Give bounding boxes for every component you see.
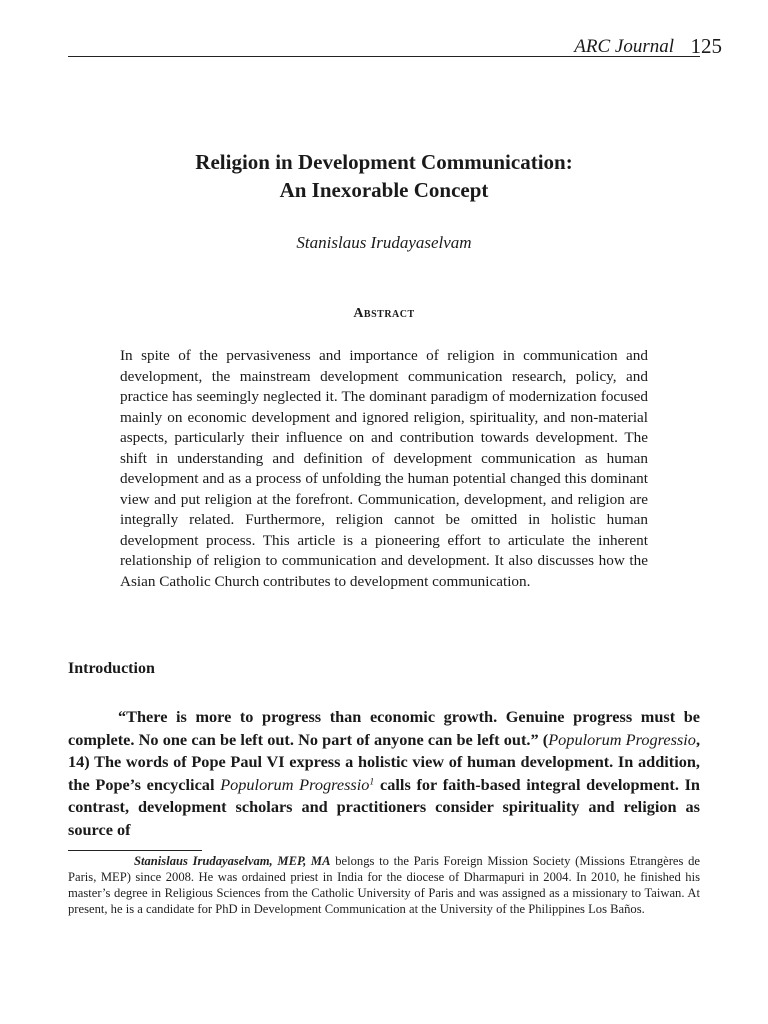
article-title-line-2: An Inexorable Concept <box>279 178 489 202</box>
intro-closing: calls for faith-based integral development. In contrast, development scholars and practitioners consider spirituality and religion as source of <box>68 774 700 839</box>
journal-name: ARC Journal <box>574 36 674 57</box>
footnote-author: Stanislaus Irudayaselvam, MEP, MA <box>134 854 331 868</box>
intro-cite-title: Populorum Progressio <box>548 729 696 749</box>
abstract-heading: Abstract <box>353 306 415 321</box>
abstract-text: In spite of the pervasiveness and importance of religion in communication and development, the mainstream development communication research, policy, and practice has seemingly neglected it. The dominant paradigm of modernization focused mainly on economic development and ignored religion, spirituality, and non-material aspects, particularly their influence on and contribution towards development. The shift in understanding and definition of development communication as human development and as a process of unfolding the human potential changed this dominant view and put religion at the forefront. Communication, development, and religion are integrally related. Furthermore, religion cannot be omitted in holistic human development process. This article is a pioneering effort to articulate the inherent relationship of religion to communication and development. It also discusses how the Asian Catholic Church contributes to development communication. <box>120 347 648 590</box>
footnote-mark: 1 <box>369 776 375 788</box>
footnote-text: belongs to the Paris Foreign Mission Society (Missions Etrangères de Paris, MEP) since 2008. He was ordained priest in India for the diocese of Dharmapuri in 2004. In 2010, he finished his master’s degree in Religious Sciences from the Catholic University of Paris and was assigned as a missionary to Taiwan. At present, he is a candidate for PhD in Development Communication at the University of the Philippines Los Baños. <box>68 854 700 917</box>
article-title <box>68 148 700 204</box>
page-number: 125 <box>690 34 722 58</box>
intro-encyclical-title: Populorum Progressio <box>220 774 370 794</box>
intro-open-paren: ( <box>538 729 549 749</box>
intro-quote: “There is more to progress than economic growth. Genuine progress must be complete. No one can be left out. No part of anyone can be left out.” <box>68 707 700 749</box>
running-head <box>68 30 722 58</box>
footnote <box>68 853 700 917</box>
introduction-paragraph <box>68 706 700 841</box>
intro-cite-rest: , 14) The words of Pope Paul VI express a holistic view of human development. In addition, the Pope’s encyclical <box>68 729 701 794</box>
introduction-heading: Introduction <box>68 660 155 677</box>
footnote-rule <box>68 850 202 851</box>
author-name: Stanislaus Irudayaselvam <box>296 233 472 252</box>
article-title-line-1: Religion in Development Communication: <box>195 150 573 174</box>
